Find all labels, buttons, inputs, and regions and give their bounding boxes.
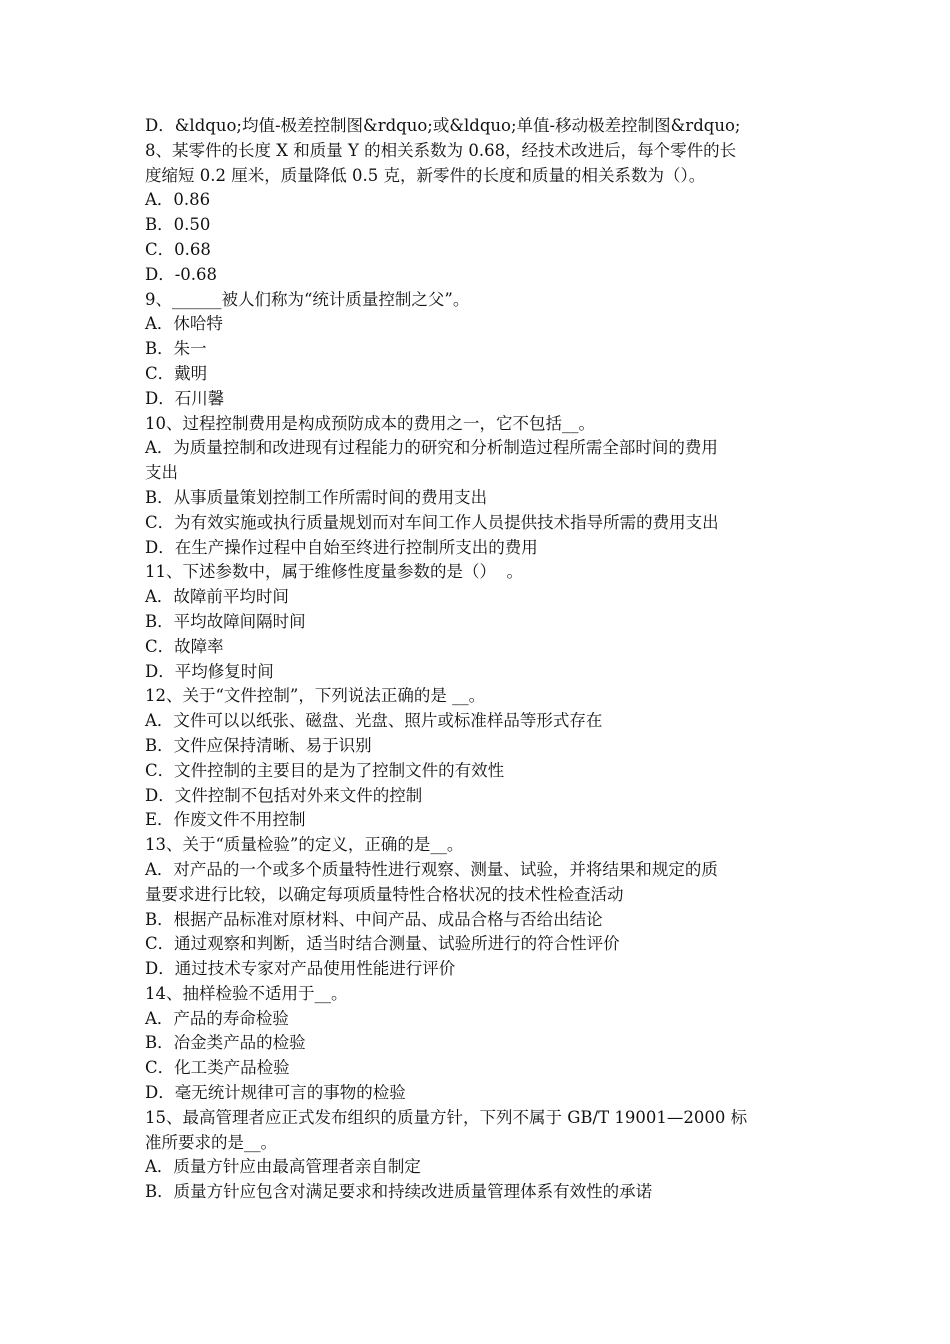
text-line: E．作废文件不用控制 [145, 810, 306, 830]
text-line: A．休哈特 [145, 314, 223, 334]
text-line: D．平均修复时间 [145, 661, 274, 681]
text-line: A．对产品的一个或多个质量特性进行观察、测量、试验，并将结果和规定的质 [145, 859, 718, 879]
document-page [145, 114, 815, 1205]
text-line: A．故障前平均时间 [145, 587, 289, 607]
text-line: B．冶金类产品的检验 [145, 1033, 306, 1053]
text-line: C．故障率 [145, 636, 224, 656]
text-line: C．0.68 [145, 239, 211, 259]
text-line: 支出 [145, 463, 178, 483]
text-line: C．通过观察和判断，适当时结合测量、试验所进行的符合性评价 [145, 934, 620, 954]
text-line: 准所要求的是__。 [145, 1132, 277, 1152]
text-line: 13、关于“质量检验”的定义，正确的是__。 [145, 835, 464, 855]
text-line: D．-0.68 [145, 264, 218, 284]
text-line: D．&ldquo;均值-极差控制图&rdquo;或&ldquo;单值-移动极差控制图&rdquo; [145, 116, 741, 135]
text-line: 8、某零件的长度 X 和质量 Y 的相关系数为 0.68，经技术改进后，每个零件的长 [145, 140, 737, 160]
text-line: C．化工类产品检验 [145, 1058, 290, 1078]
text-line: D．通过技术专家对产品使用性能进行评价 [145, 959, 456, 979]
text-line: 14、抽样检验不适用于__。 [145, 983, 348, 1003]
text-line: B．质量方针应包含对满足要求和持续改进质量管理体系有效性的承诺 [145, 1182, 653, 1202]
text-line: C．为有效实施或执行质量规划而对车间工作人员提供技术指导所需的费用支出 [145, 512, 719, 532]
text-line: D．石川馨 [145, 388, 225, 408]
text-line: D．在生产操作过程中自始至终进行控制所支出的费用 [145, 537, 538, 557]
text-line: 15、最高管理者应正式发布组织的质量方针，下列不属于 GB/T 19001—2000 标 [145, 1107, 748, 1127]
text-line: B．0.50 [145, 215, 211, 235]
text-line: B．从事质量策划控制工作所需时间的费用支出 [145, 487, 488, 507]
text-line: 9、______被人们称为“统计质量控制之父”。 [145, 289, 470, 309]
text-line: B．朱一 [145, 339, 207, 359]
text-line: C．文件控制的主要目的是为了控制文件的有效性 [145, 760, 505, 780]
text-line: 10、过程控制费用是构成预防成本的费用之一，它不包括__。 [145, 413, 595, 433]
text-line: B．根据产品标准对原材料、中间产品、成品合格与否给出结论 [145, 909, 603, 929]
text-line: B．文件应保持清晰、易于识别 [145, 735, 372, 755]
text-line: D．文件控制不包括对外来文件的控制 [145, 785, 423, 805]
text-line: D．毫无统计规律可言的事物的检验 [145, 1083, 406, 1103]
text-line: A．质量方针应由最高管理者亲自制定 [145, 1157, 421, 1177]
text-line: A．文件可以以纸张、磁盘、光盘、照片或标准样品等形式存在 [145, 711, 603, 731]
text-line: A．0.86 [145, 190, 211, 210]
text-line: C．戴明 [145, 363, 208, 383]
text-line: 量要求进行比较，以确定每项质量特性合格状况的技术性检查活动 [145, 884, 624, 904]
text-line: A．为质量控制和改进现有过程能力的研究和分析制造过程所需全部时间的费用 [145, 438, 718, 458]
text-line: 度缩短 0.2 厘米，质量降低 0.5 克，新零件的长度和质量的相关系数为（）。 [145, 165, 706, 185]
text-line: 12、关于“文件控制”，下列说法正确的是 __。 [145, 686, 486, 706]
text-line: A．产品的寿命检验 [145, 1008, 289, 1028]
text-line: B．平均故障间隔时间 [145, 611, 306, 631]
text-line: 11、下述参数中，属于维修性度量参数的是（） 。 [145, 562, 523, 582]
